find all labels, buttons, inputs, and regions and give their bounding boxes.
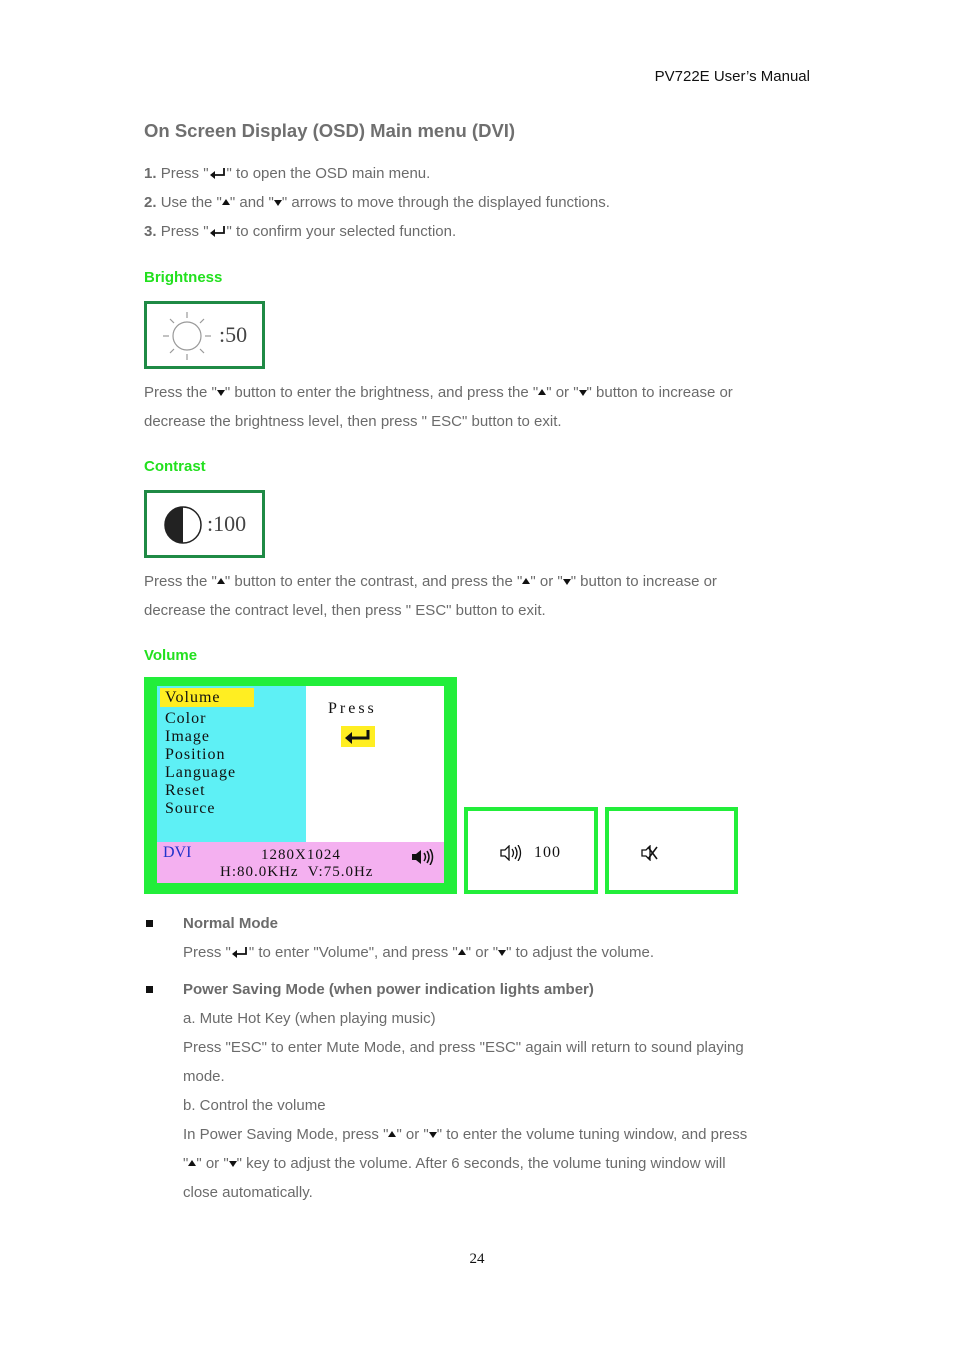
up-arrow-icon — [217, 578, 225, 584]
brightness-osd-box — [144, 301, 265, 369]
step-3 — [144, 223, 456, 240]
desc-text: " to adjust the volume. — [506, 944, 654, 961]
up-arrow-icon — [222, 199, 230, 205]
enter-icon — [341, 726, 375, 747]
desc-text: " button to enter the contrast, and press the " — [224, 573, 523, 590]
contrast-description — [144, 567, 804, 625]
down-arrow-icon — [229, 1161, 237, 1167]
bullet-icon — [146, 986, 153, 993]
down-arrow-icon — [429, 1132, 437, 1138]
step-text: " arrows to move through the displayed functions. — [281, 194, 610, 211]
desc-text: " button to increase or — [586, 384, 733, 401]
menu-item-language[interactable]: Language — [165, 764, 237, 781]
desc-text: " — [183, 1155, 189, 1172]
contrast-heading: Contrast — [144, 458, 206, 475]
enter-icon — [209, 167, 227, 181]
desc-text: close automatically. — [183, 1184, 313, 1201]
desc-text: " to enter the volume tuning window, and press — [436, 1126, 748, 1143]
desc-text: " or " — [196, 1155, 229, 1172]
step-text: " and " — [229, 194, 274, 211]
down-arrow-icon — [274, 200, 282, 206]
menu-item-volume[interactable]: Volume — [165, 689, 221, 706]
step-text: " to confirm your selected function. — [226, 223, 457, 240]
desc-text: Press " — [183, 944, 231, 961]
menu-item-source[interactable]: Source — [165, 800, 216, 817]
page-number: 24 — [469, 1251, 485, 1267]
desc-text: Press the " — [144, 384, 217, 401]
mute-icon — [641, 845, 659, 861]
press-label: Press — [328, 700, 377, 717]
power-saving-section — [183, 975, 803, 1207]
down-arrow-icon — [579, 390, 587, 396]
up-arrow-icon — [458, 949, 466, 955]
speaker-icon — [411, 849, 435, 865]
desc-text: " key to adjust the volume. After 6 seconds, the volume tuning window will — [236, 1155, 726, 1172]
volume-value: 100 — [534, 844, 561, 861]
menu-item-reset[interactable]: Reset — [165, 782, 206, 799]
normal-mode-section — [183, 909, 803, 967]
desc-text: In Power Saving Mode, press " — [183, 1126, 389, 1143]
step-text: Press " — [160, 223, 209, 240]
desc-text: Press "ESC" to enter Mute Mode, and press "ESC" again will return to sound playing — [183, 1039, 744, 1056]
desc-text: Press the " — [144, 573, 217, 590]
input-label: DVI — [163, 844, 192, 861]
speaker-icon — [500, 845, 522, 861]
desc-text: " or " — [546, 384, 579, 401]
menu-item-position[interactable]: Position — [165, 746, 226, 763]
enter-key-badge — [341, 726, 375, 747]
bullet-icon — [146, 920, 153, 927]
enter-icon — [209, 225, 227, 239]
step-text: Use the " — [160, 194, 222, 211]
desc-text: " to enter "Volume", and press " — [248, 944, 458, 961]
desc-text: " or " — [396, 1126, 429, 1143]
volume-tuning-window — [464, 807, 598, 894]
brightness-description — [144, 378, 804, 436]
contrast-value: :100 — [207, 511, 247, 536]
desc-text: " or " — [465, 944, 499, 961]
brightness-icon — [159, 310, 215, 362]
step-text: Press " — [160, 165, 209, 182]
step-number: 3. — [144, 223, 157, 240]
down-arrow-icon — [217, 390, 225, 396]
enter-icon — [231, 946, 249, 960]
step-number: 2. — [144, 194, 157, 211]
osd-menu-panel — [157, 686, 444, 883]
down-arrow-icon — [563, 579, 571, 585]
menu-item-image[interactable]: Image — [165, 728, 210, 745]
desc-text: " or " — [530, 573, 563, 590]
mute-window — [605, 807, 738, 894]
step-1 — [144, 165, 430, 182]
frequency-text: H:80.0KHz V:75.0Hz — [220, 864, 374, 880]
brightness-value: :50 — [219, 322, 248, 347]
osd-status-bar — [157, 842, 444, 883]
down-arrow-icon — [498, 950, 506, 956]
desc-text: " button to increase or — [570, 573, 717, 590]
menu-item-color[interactable]: Color — [165, 710, 207, 727]
desc-text: b. Control the volume — [183, 1097, 326, 1114]
page-header: PV722E User’s Manual — [654, 68, 810, 85]
section-title: On Screen Display (OSD) Main menu (DVI) — [144, 120, 516, 141]
power-saving-title: Power Saving Mode (when power indication lights amber) — [183, 981, 594, 998]
desc-text: mode. — [183, 1068, 225, 1085]
desc-text: decrease the brightness level, then press " ESC" button to exit. — [144, 413, 562, 430]
brightness-heading: Brightness — [144, 269, 223, 286]
osd-menu-list — [157, 686, 306, 842]
step-text: " to open the OSD main menu. — [226, 165, 431, 182]
desc-text: a. Mute Hot Key (when playing music) — [183, 1010, 436, 1027]
step-2 — [144, 194, 610, 211]
contrast-osd-box — [144, 490, 265, 558]
resolution-text: 1280X1024 — [261, 847, 341, 863]
contrast-icon — [163, 504, 203, 546]
normal-mode-title: Normal Mode — [183, 915, 279, 932]
volume-heading: Volume — [144, 647, 198, 664]
desc-text: " button to enter the brightness, and press the " — [224, 384, 539, 401]
osd-main-menu — [144, 677, 457, 894]
desc-text: decrease the contract level, then press " ESC" button to exit. — [144, 602, 546, 619]
step-number: 1. — [144, 165, 157, 182]
